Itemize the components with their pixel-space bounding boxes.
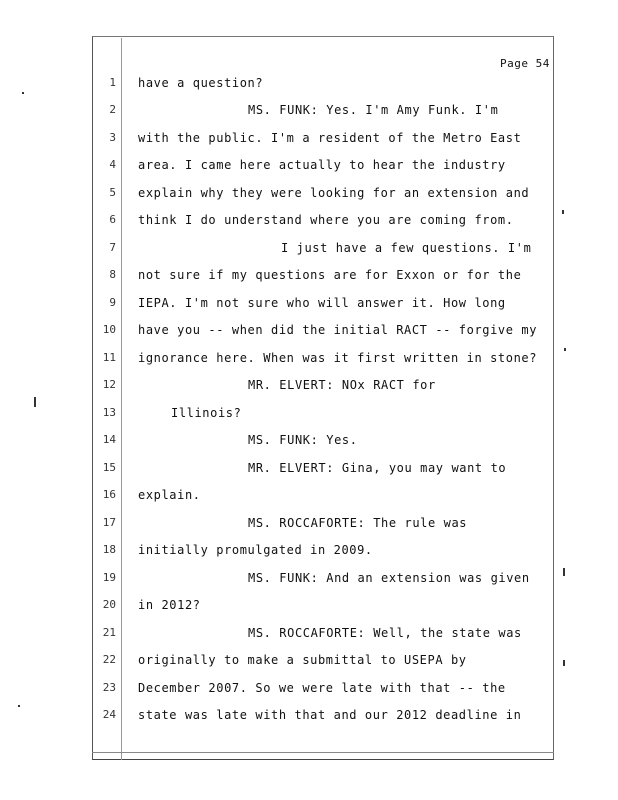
line-number: 3 — [109, 131, 116, 144]
line-text: have you -- when did the initial RACT -- forgive my — [138, 323, 538, 337]
line-number: 6 — [109, 213, 116, 226]
line-text: explain why they were looking for an extension and — [138, 186, 530, 200]
page-number-label: Page 54 — [500, 57, 550, 70]
line-text: IEPA. I'm not sure who will answer it. How long — [138, 296, 506, 310]
scan-speck — [563, 568, 565, 576]
transcript-line — [96, 347, 551, 369]
transcript-line — [96, 72, 551, 94]
transcript-line — [96, 539, 551, 561]
line-text: MR. ELVERT: NOx RACT for — [248, 378, 436, 392]
line-number: 19 — [102, 571, 116, 584]
line-text: MS. ROCCAFORTE: Well, the state was — [248, 626, 522, 640]
transcript-line — [96, 677, 551, 699]
line-text: originally to make a submittal to USEPA by — [138, 653, 467, 667]
line-number: 10 — [102, 323, 116, 336]
line-text: MS. FUNK: Yes. I'm Amy Funk. I'm — [248, 103, 499, 117]
line-text: think I do understand where you are coming from. — [138, 213, 514, 227]
line-text: MS. FUNK: Yes. — [248, 433, 358, 447]
transcript-line — [96, 264, 551, 286]
transcript-line — [96, 402, 551, 424]
line-number: 23 — [102, 681, 116, 694]
line-text: with the public. I'm a resident of the Metro East — [138, 131, 522, 145]
scan-speck — [564, 348, 566, 351]
transcript-line — [96, 704, 551, 726]
transcript-line — [96, 457, 551, 479]
transcript-line — [96, 484, 551, 506]
transcript-line — [96, 594, 551, 616]
transcript-line — [96, 319, 551, 341]
line-number: 7 — [109, 241, 116, 254]
transcript-line — [96, 374, 551, 396]
line-number: 12 — [102, 378, 116, 391]
line-number: 8 — [109, 268, 116, 281]
line-number: 21 — [102, 626, 116, 639]
line-number: 1 — [109, 76, 116, 89]
line-number: 14 — [102, 433, 116, 446]
scan-speck — [18, 705, 20, 707]
transcript-line — [96, 622, 551, 644]
transcript-line — [96, 127, 551, 149]
line-text: ignorance here. When was it first written in stone? — [138, 351, 538, 365]
line-text: not sure if my questions are for Exxon or for the — [138, 268, 522, 282]
line-text: explain. — [138, 488, 201, 502]
line-text: state was late with that and our 2012 deadline in — [138, 708, 522, 722]
line-number: 5 — [109, 186, 116, 199]
line-number: 15 — [102, 461, 116, 474]
line-text: in 2012? — [138, 598, 201, 612]
line-number: 13 — [102, 406, 116, 419]
transcript-line — [96, 649, 551, 671]
scan-speck — [34, 397, 36, 407]
line-text: initially promulgated in 2009. — [138, 543, 373, 557]
line-text: MR. ELVERT: Gina, you may want to — [248, 461, 507, 475]
line-text: I just have a few questions. I'm — [281, 241, 532, 255]
line-text: MS. ROCCAFORTE: The rule was — [248, 516, 468, 530]
line-number: 11 — [102, 351, 116, 364]
scan-speck — [563, 660, 565, 666]
transcript-line — [96, 567, 551, 589]
page-bottom-rule — [92, 752, 554, 753]
line-number: 9 — [109, 296, 116, 309]
scan-speck — [562, 210, 564, 214]
line-text: area. I came here actually to hear the industry — [138, 158, 506, 172]
transcript-line — [96, 292, 551, 314]
transcript-line — [96, 512, 551, 534]
line-number: 2 — [109, 103, 116, 116]
transcript-line — [96, 237, 551, 259]
line-text: Illinois? — [171, 406, 242, 420]
transcript-line — [96, 99, 551, 121]
transcript-line — [96, 182, 551, 204]
line-text: December 2007. So we were late with that -- the — [138, 681, 506, 695]
transcript-line — [96, 154, 551, 176]
transcript-line — [96, 209, 551, 231]
line-number: 20 — [102, 598, 116, 611]
scan-speck — [22, 92, 24, 94]
line-number: 24 — [102, 708, 116, 721]
line-text: have a question? — [138, 76, 264, 90]
transcript-line — [96, 429, 551, 451]
line-number: 16 — [102, 488, 116, 501]
line-text: MS. FUNK: And an extension was given — [248, 571, 530, 585]
line-number: 4 — [109, 158, 116, 171]
line-number: 18 — [102, 543, 116, 556]
line-number: 22 — [102, 653, 116, 666]
line-number: 17 — [102, 516, 116, 529]
